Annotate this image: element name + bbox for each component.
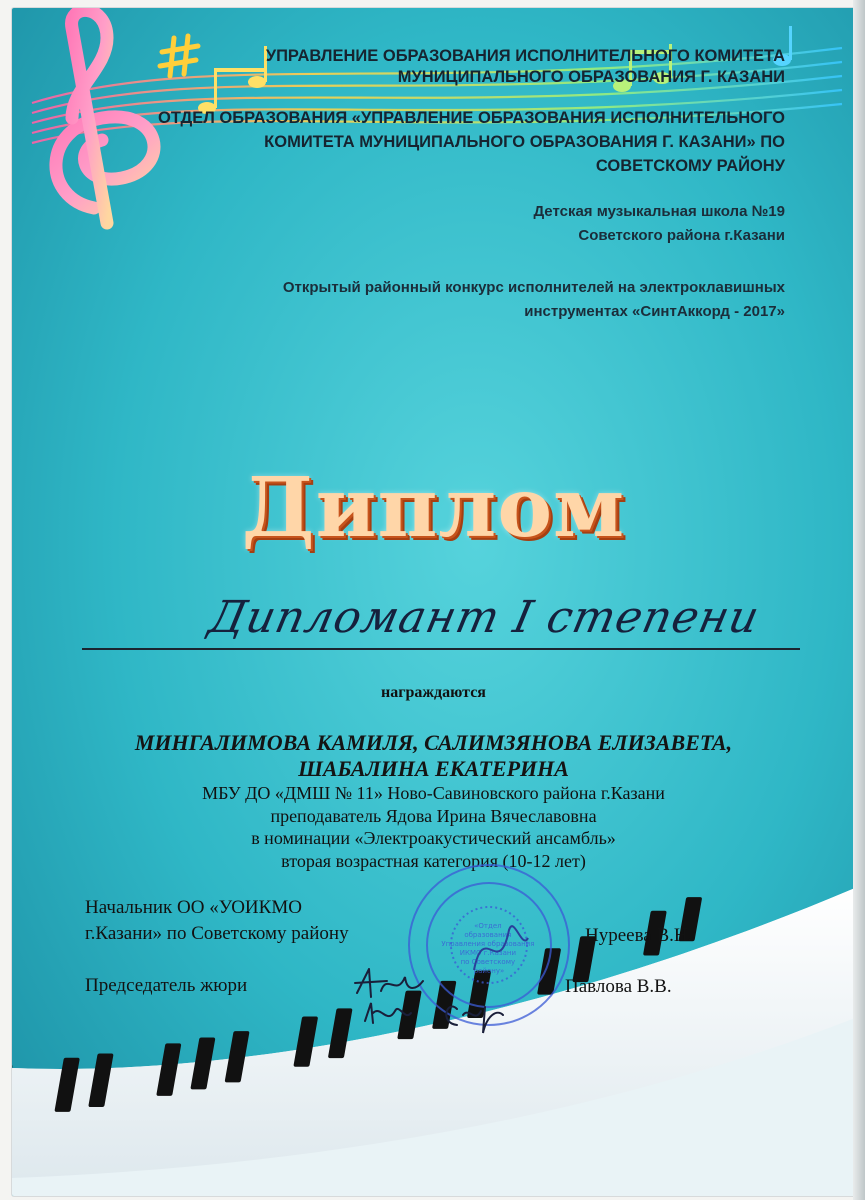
school-line-1: Детская музыкальная школа №19: [533, 203, 785, 220]
dept-line-2: КОМИТЕТА МУНИЦИПАЛЬНОГО ОБРАЗОВАНИЯ Г. КАЗАНИ» ПО: [264, 133, 785, 151]
head-signature-label: [85, 895, 349, 947]
head-title-line-2: г.Казани» по Советскому району: [85, 923, 349, 944]
org-line-1: УПРАВЛЕНИЕ ОБРАЗОВАНИЯ ИСПОЛНИТЕЛЬНОГО КОМИТЕТА: [265, 47, 785, 65]
details-age-category: вторая возрастная категория (10-12 лет): [281, 850, 586, 871]
page-edge: [853, 0, 865, 1200]
award-underline: [82, 648, 800, 650]
jury-name: Павлова В.В.: [565, 976, 672, 997]
contest-line-2: инструментах «СинтАккорд - 2017»: [524, 303, 785, 320]
awarded-label: награждаются: [381, 684, 486, 701]
details-nomination: в номинации «Электроакустический ансамбль»: [251, 828, 616, 848]
details-teacher: преподаватель Ядова Ирина Вячеславовна: [270, 805, 597, 826]
school-line-2: Советского района г.Казани: [578, 227, 785, 244]
recipients: [72, 730, 795, 782]
award-details: [72, 782, 795, 872]
header-organization: [225, 46, 785, 88]
head-title-line-1: Начальник ОО «УОИКМО: [85, 897, 302, 918]
recipients-line-1: МИНГАЛИМОВА КАМИЛЯ, САЛИМЗЯНОВА ЕЛИЗАВЕТА,: [134, 730, 733, 755]
diploma-sheet: [12, 8, 855, 1196]
org-line-2: МУНИЦИПАЛЬНОГО ОБРАЗОВАНИЯ Г. КАЗАНИ: [397, 68, 785, 86]
jury-signatures-icon: [347, 963, 527, 1043]
stamp-text: «Отдел образования Управления образования ИКМО г.Казани по Советскому району»: [441, 922, 535, 975]
header-school: [365, 200, 785, 248]
dept-line-3: СОВЕТСКОМУ РАЙОНУ: [595, 157, 785, 175]
details-school: МБУ ДО «ДМШ № 11» Ново-Савиновского района г.Казани: [202, 783, 665, 803]
recipients-line-2: ШАБАЛИНА ЕКАТЕРИНА: [298, 756, 569, 781]
contest-line-1: Открытый районный конкурс исполнителей на электроклавишных: [282, 279, 785, 296]
diploma-title: Диплом: [241, 460, 626, 556]
jury-signature-label: Председатель жюри: [85, 975, 248, 996]
treble-clef-icon: [56, 10, 154, 223]
award-degree-handwritten: Дипломант I степени: [204, 592, 765, 643]
sharp-icon: [160, 36, 198, 76]
head-name: Нуреева В.Н.: [585, 925, 693, 946]
header-department: [145, 106, 785, 178]
dept-line-1: ОТДЕЛ ОБРАЗОВАНИЯ «УПРАВЛЕНИЕ ОБРАЗОВАНИЯ ИСПОЛНИТЕЛЬНОГО: [158, 109, 785, 127]
header-contest: [165, 276, 785, 324]
